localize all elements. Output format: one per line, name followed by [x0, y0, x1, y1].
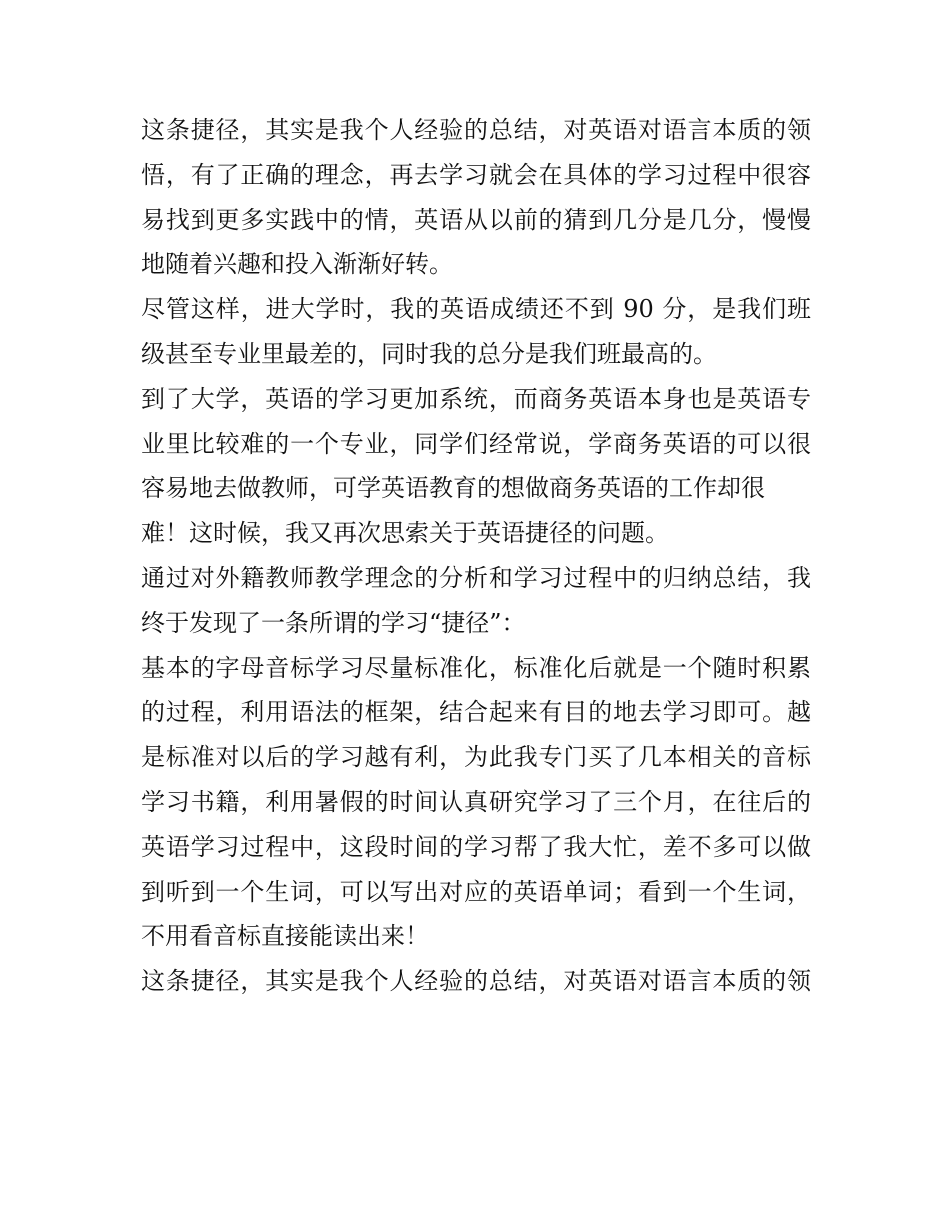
text-line: 到了大学，英语的学习更加系统，而商务英语本身也是英语专 — [141, 384, 811, 413]
text-line: 容易地去做教师，可学英语教育的想做商务英语的工作却很 — [141, 474, 765, 503]
text-line: 学习书籍，利用暑假的时间认真研究学习了三个月，在往后的 — [141, 787, 811, 816]
text-line: 的过程，利用语法的框架，结合起来有目的地去学习即可。越 — [141, 698, 811, 727]
text-line: 级甚至专业里最差的，同时我的总分是我们班最高的。 — [141, 339, 717, 368]
body-text — [141, 108, 811, 1004]
text-line: 英语学习过程中，这段时间的学习帮了我大忙，差不多可以做 — [141, 832, 811, 861]
text-line: 终于发现了一条所谓的学习“捷径”： — [141, 608, 526, 637]
text-line: 易找到更多实践中的情，英语从以前的猜到几分是几分，慢慢 — [141, 205, 811, 234]
text-line: 业里比较难的一个专业，同学们经常说，学商务英语的可以很 — [141, 429, 811, 458]
text-line: 基本的字母音标学习尽量标准化，标准化后就是一个随时积累 — [141, 653, 811, 682]
text-line: 是标准对以后的学习越有利，为此我专门买了几本相关的音标 — [141, 743, 811, 772]
text-line: 难！这时候，我又再次思索关于英语捷径的问题。 — [141, 519, 669, 548]
text-line: 这条捷径，其实是我个人经验的总结，对英语对语言本质的领 — [141, 116, 811, 144]
text-line: 尽管这样，进大学时，我的英语成绩还不到 90 分，是我们班 — [141, 295, 811, 324]
text-line: 悟，有了正确的理念，再去学习就会在具体的学习过程中很容 — [141, 160, 811, 189]
text-line: 地随着兴趣和投入渐渐好转。 — [141, 250, 453, 279]
text-line: 到听到一个生词，可以写出对应的英语单词；看到一个生词， — [141, 877, 811, 906]
text-line: 通过对外籍教师教学理念的分析和学习过程中的归纳总结，我 — [141, 563, 811, 592]
text-line: 这条捷径，其实是我个人经验的总结，对英语对语言本质的领 — [141, 967, 811, 996]
text-line: 不用看音标直接能读出来！ — [141, 922, 429, 951]
